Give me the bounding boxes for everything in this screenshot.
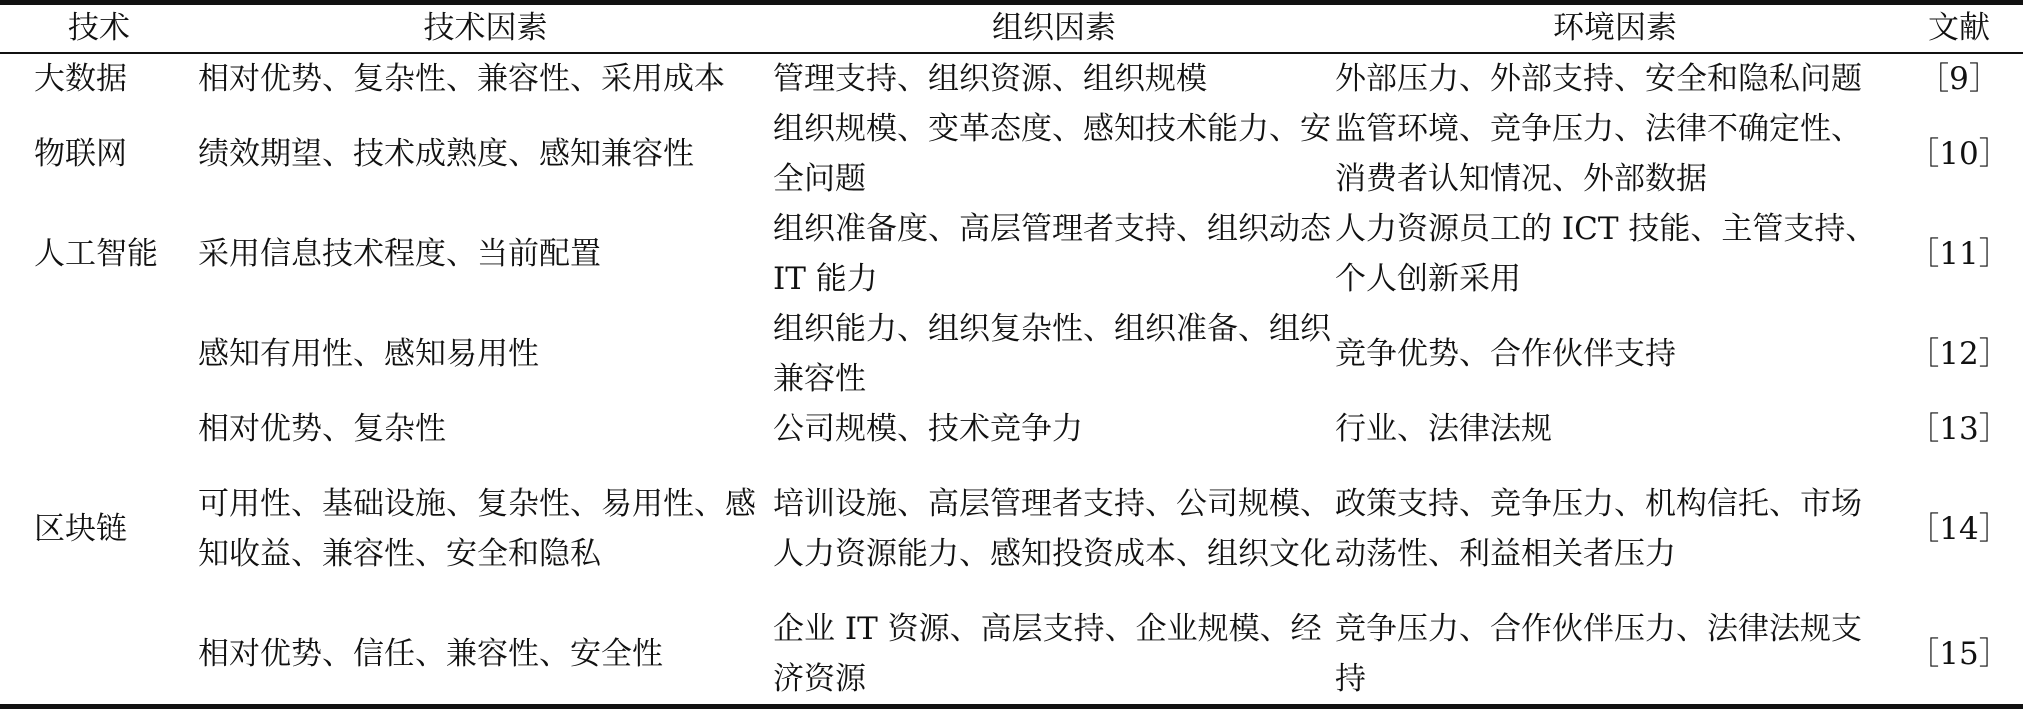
header-tech-factors: 技术因素 <box>198 3 773 53</box>
env-factors-cell: 外部压力、外部支持、安全和隐私问题 <box>1335 60 1862 97</box>
org-factors-cell: 组织能力、组织复杂性、组织准备、组织兼容性 <box>773 310 1331 397</box>
env-factors-cell: 竞争优势、合作伙伴支持 <box>1335 335 1676 372</box>
table-header <box>0 3 2023 53</box>
env-factors-cell: 竞争压力、合作伙伴压力、法律法规支持 <box>1335 604 1895 707</box>
header-org-factors: 组织因素 <box>773 3 1335 53</box>
tech-factors-cell: 相对优势、复杂性、兼容性、采用成本 <box>198 60 725 97</box>
tech-factors-cell: 相对优势、信任、兼容性、安全性 <box>198 604 773 707</box>
header-reference: 文献 <box>1895 3 2023 53</box>
org-factors-cell: 培训设施、高层管理者支持、公司规模、人力资源能力、感知投资成本、组织文化 <box>773 485 1331 572</box>
table-row <box>0 104 2023 204</box>
table-row <box>0 304 2023 404</box>
org-factors-cell: 企业 IT 资源、高层支持、企业规模、经济资源 <box>773 604 1335 707</box>
env-factors-cell: 政策支持、竞争压力、机构信托、市场动荡性、利益相关者压力 <box>1335 485 1862 572</box>
env-factors-cell: 监管环境、竞争压力、法律不确定性、消费者认知情况、外部数据 <box>1335 110 1862 197</box>
reference-cell: ［15］ <box>1895 604 2023 707</box>
reference-cell: ［13］ <box>1908 410 2010 447</box>
table-body <box>0 53 2023 707</box>
reference-cell: ［12］ <box>1908 335 2010 372</box>
reference-cell: ［9］ <box>1918 60 2000 97</box>
technology-cell: 物联网 <box>34 135 127 172</box>
table-row <box>0 204 2023 304</box>
tech-factors-cell: 可用性、基础设施、复杂性、易用性、感知收益、兼容性、安全和隐私 <box>198 485 756 572</box>
tech-factors-cell: 绩效期望、技术成熟度、感知兼容性 <box>198 135 694 172</box>
technology-cell <box>0 604 198 707</box>
header-env-factors: 环境因素 <box>1335 3 1895 53</box>
technology-cell <box>0 304 198 404</box>
env-factors-cell: 人力资源员工的 ICT 技能、主管支持、个人创新采用 <box>1335 210 1877 297</box>
org-factors-cell: 管理支持、组织资源、组织规模 <box>773 60 1207 97</box>
org-factors-cell: 组织规模、变革态度、感知技术能力、安全问题 <box>773 110 1331 197</box>
table-row <box>0 604 2023 707</box>
org-factors-cell: 公司规模、技术竞争力 <box>773 410 1083 447</box>
technology-cell: 人工智能 <box>34 235 158 272</box>
table-row <box>0 404 2023 454</box>
table-row <box>0 454 2023 604</box>
table-row <box>0 53 2023 104</box>
technology-cell <box>0 404 198 454</box>
tech-factors-cell: 相对优势、复杂性 <box>198 410 446 447</box>
tech-factors-cell: 感知有用性、感知易用性 <box>198 335 539 372</box>
header-row <box>0 3 2023 53</box>
reference-cell: ［10］ <box>1908 135 2010 172</box>
org-factors-cell: 组织准备度、高层管理者支持、组织动态 IT 能力 <box>773 210 1331 297</box>
header-technology: 技术 <box>0 3 198 53</box>
technology-cell: 大数据 <box>34 60 127 97</box>
technology-cell: 区块链 <box>34 510 127 547</box>
reference-cell: ［11］ <box>1908 235 2010 272</box>
reference-cell: ［14］ <box>1908 510 2010 547</box>
env-factors-cell: 行业、法律法规 <box>1335 410 1552 447</box>
tech-factors-cell: 采用信息技术程度、当前配置 <box>198 235 601 272</box>
